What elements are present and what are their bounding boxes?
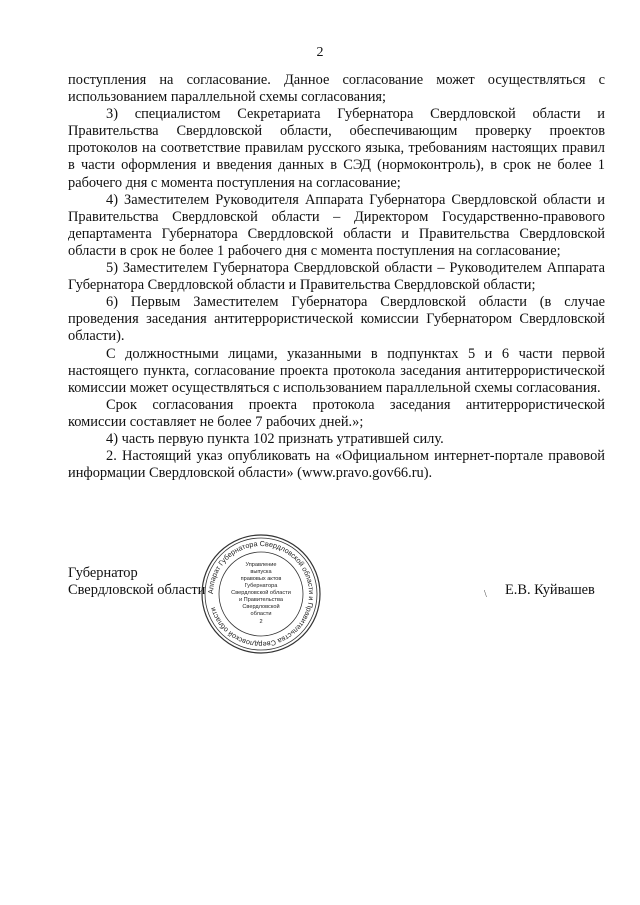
- paragraph-continuation: поступления на согласование. Данное согласование может осуществляться с использованием параллельной схемы согласования;: [68, 72, 605, 106]
- pen-mark: \: [484, 589, 487, 600]
- paragraph-item-3: 3) специалистом Секретариата Губернатора Свердловской области и Правительства Свердловской области, обеспечивающим проверку проектов протоколов на соответствие правилам русского языка, требованиям настоящих правил в части оформления и введения данных в СЭД (нормоконтроль), в срок не более 1 рабочего дня с момента поступления на согласование;: [68, 106, 605, 191]
- signatory-position: [68, 565, 205, 599]
- official-stamp: [199, 532, 323, 656]
- stamp-line: правовых актов: [240, 576, 282, 582]
- paragraph-item-4: 4) Заместителем Руководителя Аппарата Губернатора Свердловской области и Правительства Свердловской области – Директором Государственно-правового департамента Губернатора Свердловской области и Правительства Свердловской области в срок не более 1 рабочего дня с момента поступления на согласование;: [68, 191, 605, 259]
- stamp-line: Свердловской: [242, 604, 280, 610]
- stamp-line: и Правительства: [239, 597, 283, 603]
- signatory-position-line2: Свердловской области: [68, 582, 206, 599]
- stamp-ring-text: Аппарат Губернатора Свердловской области и Правительства Свердловской области: [205, 538, 317, 650]
- stamp-line: Губернатора: [244, 583, 278, 589]
- paragraph-item-5: 5) Заместителем Губернатора Свердловской области – Руководителем Аппарата Губернатора Свердловской области и Правительства Свердловской области;: [68, 260, 605, 294]
- paragraph-approval-term: Срок согласования проекта протокола заседания антитеррористической комиссии составляет не более 7 рабочих дней.»;: [68, 396, 605, 430]
- stamp-line: области: [250, 611, 272, 617]
- paragraph-point-4: 4) часть первую пункта 102 признать утратившей силу.: [106, 430, 444, 447]
- document-body: [68, 72, 605, 482]
- stamp-line: выпуска: [250, 569, 272, 575]
- paragraph-item-6: 6) Первым Заместителем Губернатора Свердловской области (в случае проведения заседания антитеррористической комиссии Губернатором Свердловской области).: [68, 294, 605, 345]
- stamp-line: 2: [259, 619, 263, 625]
- stamp-line: Управление: [245, 562, 277, 568]
- paragraph-publication: 2. Настоящий указ опубликовать на «Официальном интернет-портале правовой информации Свердловской области» (www.pravo.gov66.ru).: [68, 448, 605, 482]
- paragraph-parallel-approval: С должностными лицами, указанными в подпунктах 5 и 6 части первой настоящего пункта, согласование проекта протокола заседания антитеррористической комиссии может осуществляться с использованием параллельной схемы согласования.: [68, 345, 605, 396]
- stamp-line: Свердловской области: [231, 590, 291, 596]
- signatory-position-line1: Губернатор: [68, 565, 138, 581]
- page-number: 2: [316, 45, 324, 60]
- signatory-name: Е.В. Куйвашев: [505, 582, 595, 598]
